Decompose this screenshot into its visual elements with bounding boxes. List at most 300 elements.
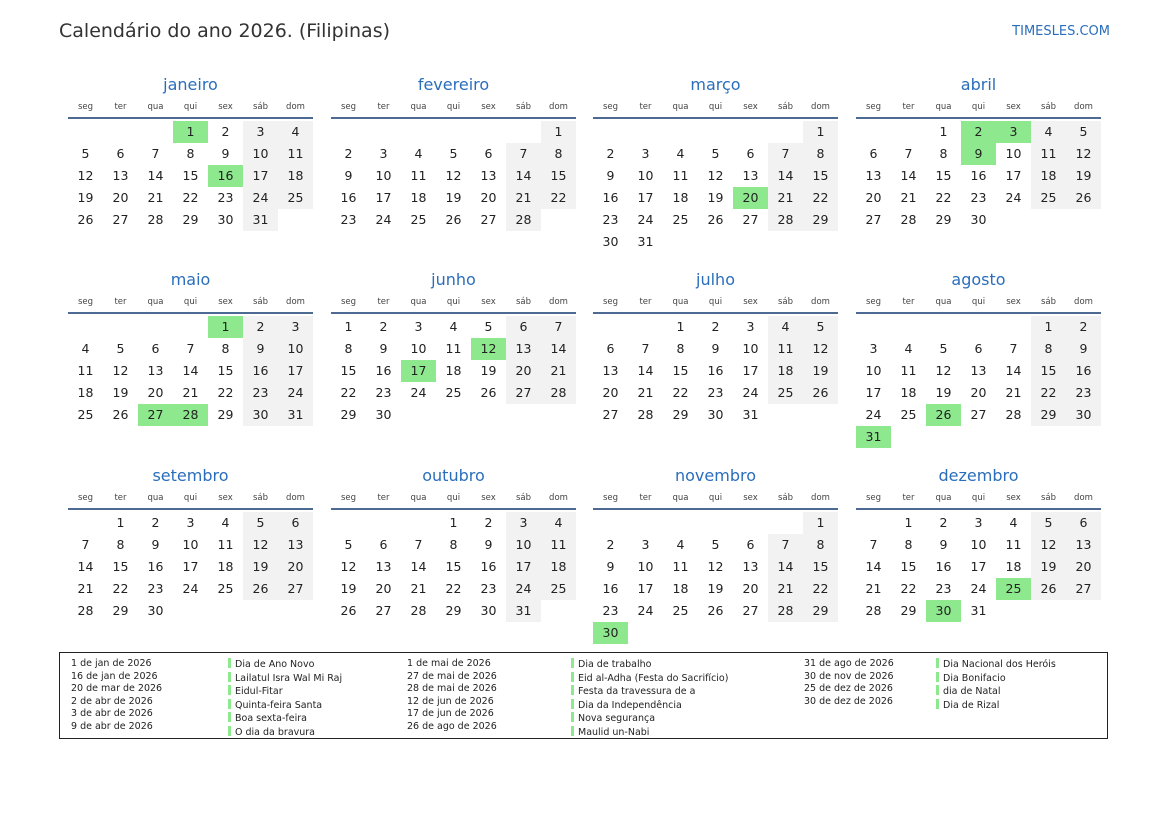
day-cell: 10 [278, 338, 313, 360]
empty-day [68, 512, 103, 534]
day-cell: 5 [344, 537, 353, 552]
day-cell: 24 [865, 407, 882, 422]
empty-day [628, 316, 663, 338]
day-cell: 15 [803, 556, 838, 578]
weekday-header [856, 489, 1101, 507]
holiday-marker [571, 726, 574, 736]
day-cell: 9 [484, 537, 493, 552]
weekday-label: sex [1006, 493, 1021, 503]
weekday-header [856, 293, 1101, 311]
day-cell: 12 [445, 168, 462, 183]
holiday-day: 30 [926, 600, 961, 622]
day-cell: 31 [970, 603, 987, 618]
day-cell: 8 [904, 537, 913, 552]
day-cell: 2 [606, 146, 615, 161]
month-7 [856, 269, 1101, 448]
legend-holiday [571, 726, 728, 740]
legend-holiday [228, 726, 342, 740]
day-cell: 4 [541, 512, 576, 534]
legend-holiday-name: Lailatul Isra Wal Mi Raj [235, 672, 343, 684]
weekday-label: seg [340, 493, 357, 503]
day-cell: 24 [410, 385, 427, 400]
day-cell: 27 [278, 578, 313, 600]
day-cell: 29 [935, 212, 952, 227]
day-cell: 7 [186, 341, 195, 356]
day-cell: 12 [1066, 143, 1101, 165]
weekday-label: seg [865, 102, 882, 112]
weekday-label: sex [218, 102, 233, 112]
empty-day [856, 121, 891, 143]
day-cell: 1 [449, 515, 458, 530]
day-cell: 2 [1066, 316, 1101, 338]
weekday-label: dom [549, 102, 568, 112]
legend-holiday-name: Dia de Rizal [943, 699, 1000, 711]
day-cell: 26 [243, 578, 278, 600]
day-cell: 21 [865, 581, 882, 596]
day-cell: 26 [803, 382, 838, 404]
day-cell: 24 [506, 578, 541, 600]
day-cell: 21 [410, 581, 427, 596]
day-cell: 9 [243, 338, 278, 360]
legend-holiday [571, 672, 728, 686]
month-4 [68, 269, 313, 426]
day-cell: 14 [506, 165, 541, 187]
day-cell: 13 [480, 168, 497, 183]
day-cell: 19 [1066, 165, 1101, 187]
empty-day [593, 121, 628, 143]
weekday-label: seg [340, 297, 357, 307]
weekday-header [856, 98, 1101, 116]
day-cell: 10 [375, 168, 392, 183]
weekday-label: sex [218, 297, 233, 307]
day-cell: 25 [410, 212, 427, 227]
weekday-label: qui [446, 493, 461, 503]
day-cell: 18 [77, 385, 94, 400]
day-cell: 7 [768, 143, 803, 165]
day-cell: 25 [77, 407, 94, 422]
day-cell: 5 [449, 146, 458, 161]
day-cell: 28 [410, 603, 427, 618]
holiday-marker [571, 699, 574, 709]
weekday-label: dom [1074, 297, 1093, 307]
weekday-label: sex [481, 102, 496, 112]
day-cell: 14 [77, 559, 94, 574]
day-cell: 2 [939, 515, 948, 530]
weekday-label: qui [971, 493, 986, 503]
day-cell: 18 [445, 363, 462, 378]
empty-day [401, 512, 436, 534]
day-cell: 23 [602, 603, 619, 618]
day-cell: 20 [742, 581, 759, 596]
day-cell: 9 [711, 341, 720, 356]
day-cell: 28 [768, 209, 803, 231]
day-cell: 21 [1005, 385, 1022, 400]
day-cell: 19 [112, 385, 129, 400]
holiday-marker [571, 685, 574, 695]
legend-holiday-name: Eid al-Adha (Festa do Sacrifício) [578, 672, 729, 684]
legend-holiday-name: Dia de Ano Novo [235, 659, 315, 670]
day-cell: 13 [1066, 534, 1101, 556]
empty-day [891, 316, 926, 338]
day-cell: 16 [243, 360, 278, 382]
day-cell: 14 [865, 559, 882, 574]
empty-day [593, 316, 628, 338]
weekday-label: sex [481, 297, 496, 307]
weekday-label: dom [549, 297, 568, 307]
weekday-label: seg [77, 297, 94, 307]
day-cell: 24 [970, 581, 987, 596]
day-cell: 10 [1005, 146, 1022, 161]
page-title: Calendário do ano 2026. (Filipinas) [59, 20, 391, 42]
day-cell: 11 [672, 559, 689, 574]
day-cell: 9 [606, 168, 615, 183]
month-name: outubro [422, 466, 485, 485]
legend-holiday-name: Festa da travessura de a [578, 686, 696, 698]
day-cell: 5 [1066, 121, 1101, 143]
day-cell: 20 [375, 581, 392, 596]
weekday-label: sáb [252, 102, 269, 112]
day-cell: 25 [672, 603, 689, 618]
day-cell: 25 [445, 385, 462, 400]
day-grid [856, 512, 1101, 622]
weekday-label: sáb [1040, 297, 1057, 307]
day-cell: 22 [340, 385, 357, 400]
day-cell: 11 [1031, 143, 1066, 165]
month-name: agosto [951, 270, 1006, 289]
weekday-label: sáb [252, 297, 269, 307]
weekday-label: sáb [515, 493, 532, 503]
empty-day [173, 316, 208, 338]
empty-day [68, 316, 103, 338]
brand-link[interactable]: TIMESLES.COM [1012, 24, 1110, 39]
holiday-marker [571, 658, 574, 668]
header-rule [856, 508, 1101, 510]
day-cell: 15 [112, 559, 129, 574]
holiday-marker [571, 672, 574, 682]
weekday-header [68, 98, 313, 116]
day-cell: 4 [768, 316, 803, 338]
empty-day [436, 121, 471, 143]
legend-holiday [571, 712, 728, 726]
day-cell: 17 [970, 559, 987, 574]
day-cell: 21 [541, 360, 576, 382]
day-cell: 15 [1031, 360, 1066, 382]
holiday-marker [936, 685, 939, 695]
day-cell: 8 [449, 537, 458, 552]
holiday-day: 3 [996, 121, 1031, 143]
day-cell: 24 [278, 382, 313, 404]
day-cell: 15 [182, 168, 199, 183]
weekday-label: sex [1006, 297, 1021, 307]
day-cell: 19 [480, 363, 497, 378]
day-cell: 18 [410, 190, 427, 205]
legend-dates-col-3 [804, 658, 894, 708]
empty-day [103, 121, 138, 143]
empty-day [68, 121, 103, 143]
legend-holiday [571, 699, 728, 713]
day-cell: 8 [221, 341, 230, 356]
day-cell: 23 [1066, 382, 1101, 404]
day-cell: 17 [375, 190, 392, 205]
day-cell: 12 [707, 559, 724, 574]
day-cell: 15 [217, 363, 234, 378]
day-cell: 23 [480, 581, 497, 596]
day-cell: 16 [935, 559, 952, 574]
day-cell: 30 [970, 212, 987, 227]
legend-holiday-name: Dia Bonifacio [943, 672, 1006, 684]
legend-holiday-name: Boa sexta-feira [235, 713, 307, 725]
day-cell: 12 [803, 338, 838, 360]
day-cell: 17 [506, 556, 541, 578]
weekday-label: dom [811, 493, 830, 503]
day-cell: 19 [707, 581, 724, 596]
header-rule [68, 312, 313, 314]
day-cell: 3 [243, 121, 278, 143]
day-cell: 9 [344, 168, 353, 183]
day-cell: 7 [904, 146, 913, 161]
weekday-label: sáb [777, 297, 794, 307]
day-cell: 16 [1066, 360, 1101, 382]
day-cell: 6 [746, 537, 755, 552]
day-cell: 4 [414, 146, 423, 161]
legend-holiday-name: Quinta-feira Santa [235, 699, 323, 711]
weekday-label: qua [935, 297, 952, 307]
day-cell: 10 [243, 143, 278, 165]
day-cell: 29 [803, 209, 838, 231]
day-cell: 23 [970, 190, 987, 205]
day-cell: 7 [869, 537, 878, 552]
header-rule [68, 508, 313, 510]
empty-day [138, 316, 173, 338]
legend-holiday [936, 672, 1056, 686]
weekday-header [593, 489, 838, 507]
weekday-header [331, 293, 576, 311]
day-cell: 5 [711, 146, 720, 161]
day-cell: 4 [81, 341, 90, 356]
day-cell: 3 [869, 341, 878, 356]
day-cell: 19 [445, 190, 462, 205]
day-cell: 21 [77, 581, 94, 596]
day-cell: 30 [602, 234, 619, 249]
month-1 [331, 74, 576, 231]
weekday-label: qua [672, 297, 689, 307]
empty-day [471, 121, 506, 143]
day-cell: 3 [641, 146, 650, 161]
day-cell: 7 [81, 537, 90, 552]
legend-names-col-2 [571, 658, 728, 740]
legend-holiday [228, 712, 342, 726]
day-cell: 12 [340, 559, 357, 574]
weekday-label: sáb [252, 493, 269, 503]
weekday-label: ter [902, 297, 915, 307]
header-rule [593, 117, 838, 119]
holiday-day: 20 [733, 187, 768, 209]
weekday-label: qui [446, 297, 461, 307]
day-cell: 22 [672, 385, 689, 400]
day-cell: 1 [676, 319, 685, 334]
day-cell: 17 [865, 385, 882, 400]
empty-day [961, 316, 996, 338]
day-grid [331, 316, 576, 426]
day-cell: 29 [803, 600, 838, 622]
empty-day [663, 512, 698, 534]
weekday-label: seg [865, 493, 882, 503]
empty-day [698, 121, 733, 143]
weekday-label: ter [114, 297, 127, 307]
day-cell: 21 [182, 385, 199, 400]
day-cell: 20 [865, 190, 882, 205]
header-rule [593, 508, 838, 510]
weekday-label: dom [549, 493, 568, 503]
weekday-label: ter [377, 102, 390, 112]
month-11 [856, 465, 1101, 622]
day-cell: 1 [541, 121, 576, 143]
day-cell: 12 [77, 168, 94, 183]
holiday-day: 28 [173, 404, 208, 426]
holiday-day: 1 [173, 121, 208, 143]
day-cell: 2 [151, 515, 160, 530]
month-name: dezembro [938, 466, 1019, 485]
day-cell: 28 [865, 603, 882, 618]
legend-holiday [936, 699, 1056, 713]
day-grid [331, 121, 576, 231]
day-cell: 7 [151, 146, 160, 161]
day-cell: 29 [445, 603, 462, 618]
day-cell: 9 [221, 146, 230, 161]
day-cell: 15 [541, 165, 576, 187]
day-cell: 15 [935, 168, 952, 183]
empty-day [331, 121, 366, 143]
month-name: abril [960, 75, 997, 94]
month-name: fevereiro [417, 75, 490, 94]
legend-date: 1 de jan de 2026 [71, 658, 152, 669]
weekday-label: ter [639, 493, 652, 503]
day-cell: 1 [939, 124, 948, 139]
day-cell: 26 [112, 407, 129, 422]
weekday-label: qua [672, 102, 689, 112]
day-cell: 6 [151, 341, 160, 356]
day-cell: 11 [77, 363, 94, 378]
day-cell: 8 [1031, 338, 1066, 360]
day-cell: 18 [1031, 165, 1066, 187]
legend-date: 25 de dez de 2026 [804, 683, 893, 695]
day-cell: 29 [182, 212, 199, 227]
day-cell: 10 [742, 341, 759, 356]
day-cell: 30 [1066, 404, 1101, 426]
day-cell: 2 [221, 124, 230, 139]
legend-holiday-name: O dia da bravura [235, 726, 316, 738]
day-cell: 19 [707, 190, 724, 205]
day-cell: 31 [637, 234, 654, 249]
weekday-label: sáb [515, 297, 532, 307]
header-rule [331, 312, 576, 314]
day-cell: 22 [182, 190, 199, 205]
empty-day [506, 121, 541, 143]
month-name: julho [696, 270, 735, 289]
day-cell: 28 [506, 209, 541, 231]
legend-date: 9 de abr de 2026 [71, 720, 153, 732]
day-cell: 27 [112, 212, 129, 227]
day-cell: 11 [217, 537, 234, 552]
weekday-label: ter [377, 493, 390, 503]
day-cell: 3 [379, 146, 388, 161]
day-cell: 6 [116, 146, 125, 161]
weekday-label: qui [708, 102, 723, 112]
holiday-day: 31 [856, 426, 891, 448]
empty-day [996, 316, 1031, 338]
header-rule [856, 312, 1101, 314]
day-cell: 10 [637, 168, 654, 183]
day-cell: 13 [742, 559, 759, 574]
weekday-label: qui [708, 493, 723, 503]
day-cell: 6 [506, 316, 541, 338]
day-cell: 24 [243, 187, 278, 209]
weekday-header [593, 98, 838, 116]
holiday-marker [936, 672, 939, 682]
day-cell: 11 [768, 338, 803, 360]
day-cell: 16 [602, 581, 619, 596]
empty-day [856, 512, 891, 534]
day-cell: 20 [1066, 556, 1101, 578]
day-cell: 21 [637, 385, 654, 400]
day-cell: 7 [768, 534, 803, 556]
weekday-label: seg [865, 297, 882, 307]
day-cell: 6 [746, 146, 755, 161]
day-cell: 20 [602, 385, 619, 400]
day-cell: 23 [707, 385, 724, 400]
day-cell: 5 [484, 319, 493, 334]
day-cell: 27 [480, 212, 497, 227]
holiday-marker [571, 712, 574, 722]
weekday-label: sex [218, 493, 233, 503]
empty-day [733, 121, 768, 143]
weekday-label: seg [602, 297, 619, 307]
day-cell: 22 [935, 190, 952, 205]
day-cell: 1 [803, 512, 838, 534]
day-cell: 15 [445, 559, 462, 574]
day-cell: 10 [865, 363, 882, 378]
holiday-day: 9 [961, 143, 996, 165]
day-cell: 20 [278, 556, 313, 578]
day-cell: 22 [803, 578, 838, 600]
day-cell: 19 [1031, 556, 1066, 578]
holiday-marker [228, 685, 231, 695]
day-cell: 5 [81, 146, 90, 161]
weekday-label: qua [410, 297, 427, 307]
day-cell: 22 [803, 187, 838, 209]
day-cell: 15 [803, 165, 838, 187]
weekday-label: seg [602, 493, 619, 503]
day-cell: 23 [935, 581, 952, 596]
day-cell: 13 [278, 534, 313, 556]
day-cell: 16 [707, 363, 724, 378]
day-cell: 22 [217, 385, 234, 400]
day-cell: 26 [445, 212, 462, 227]
day-cell: 10 [506, 534, 541, 556]
day-cell: 23 [217, 190, 234, 205]
day-cell: 8 [186, 146, 195, 161]
day-cell: 13 [865, 168, 882, 183]
empty-day [891, 121, 926, 143]
day-cell: 16 [480, 559, 497, 574]
day-cell: 8 [116, 537, 125, 552]
day-cell: 4 [676, 537, 685, 552]
day-cell: 28 [541, 382, 576, 404]
weekday-label: sex [481, 493, 496, 503]
day-cell: 6 [278, 512, 313, 534]
empty-day [331, 512, 366, 534]
holiday-marker [936, 699, 939, 709]
